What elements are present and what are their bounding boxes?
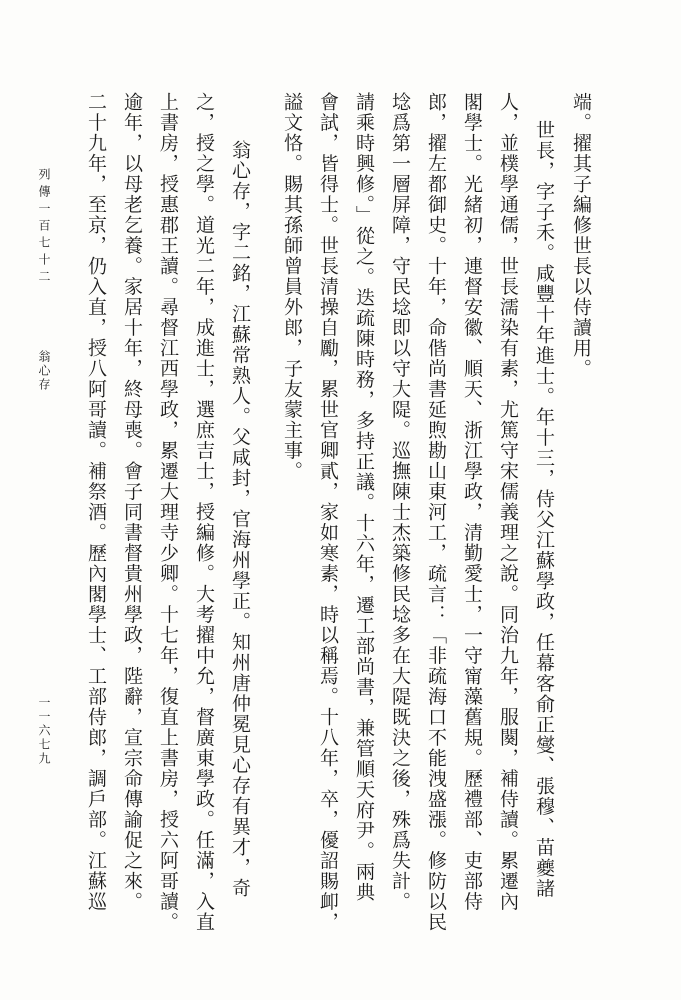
- text-column: 會試，皆得士。世長清操自勵，累世官卿貳，家如寒素，時以稱焉。十八年，卒，優詔賜卹，: [317, 92, 339, 933]
- page-number: 一一六七九: [37, 696, 51, 766]
- text-column: 翁心存，字二銘，江蘇常熟人。父咸封，官海州學正。知州唐仲冕見心存有異才，奇: [229, 140, 251, 899]
- text-column: 閣學士。光緒初，連督安徽、順天、浙江學政，清勤愛士，一守甯藻舊規。歷禮部、吏部侍: [461, 92, 483, 912]
- text-column: 世長，字子禾。咸豐十年進士。年十三，侍父江蘇學政，任幕客俞正燮、張穆、苗夔諸: [533, 120, 555, 899]
- text-column: 謚文恪。賜其孫師曾員外郎，子友蒙主事。: [281, 92, 303, 482]
- running-header-name: 翁心存: [37, 350, 51, 392]
- text-column: 人，並樸學通儒，世長濡染有素，尤篤守宋儒義理之說。同治九年，服闋，補侍讀。累遷內: [497, 92, 519, 912]
- text-column: 埝爲第一層屏障，守民埝即以守大隄。巡撫陳士杰築修民埝多在大隄既決之後，殊爲失計。: [389, 92, 411, 912]
- text-column: 郎，擢左都御史。十年，命偕尚書延煦勘山東河工，疏言：「非疏海口不能洩盛漲。修防以民: [425, 92, 447, 933]
- text-column: 之，授之學。道光二年，成進士，選庶吉士，授編修。大考擢中允，督廣東學政。任滿，入直: [193, 92, 215, 933]
- text-column: 二十九年，至京，仍入直，授八阿哥讀。補祭酒。歷內閣學士、工部侍郎，調戶部。江蘇巡: [85, 92, 107, 912]
- text-column: 上書房，授惠郡王讀。尋督江西學政，累遷大理寺少卿。十七年，復直上書房，授六阿哥讀。: [157, 92, 179, 933]
- text-column: 請乘時興修。」從之。迭疏陳時務，多持正議。十六年，遷工部尚書，兼管順天府尹。兩典: [353, 92, 375, 903]
- text-column: 端。擢其子編修世長以侍讀用。: [570, 92, 592, 379]
- text-column: 逾年，以母老乞養。家居十年，終母喪。會子同書督貴州學政，陛辭，宣宗命傳諭促之來。: [121, 92, 143, 912]
- running-header-title: 列傳一百七十二: [37, 168, 51, 287]
